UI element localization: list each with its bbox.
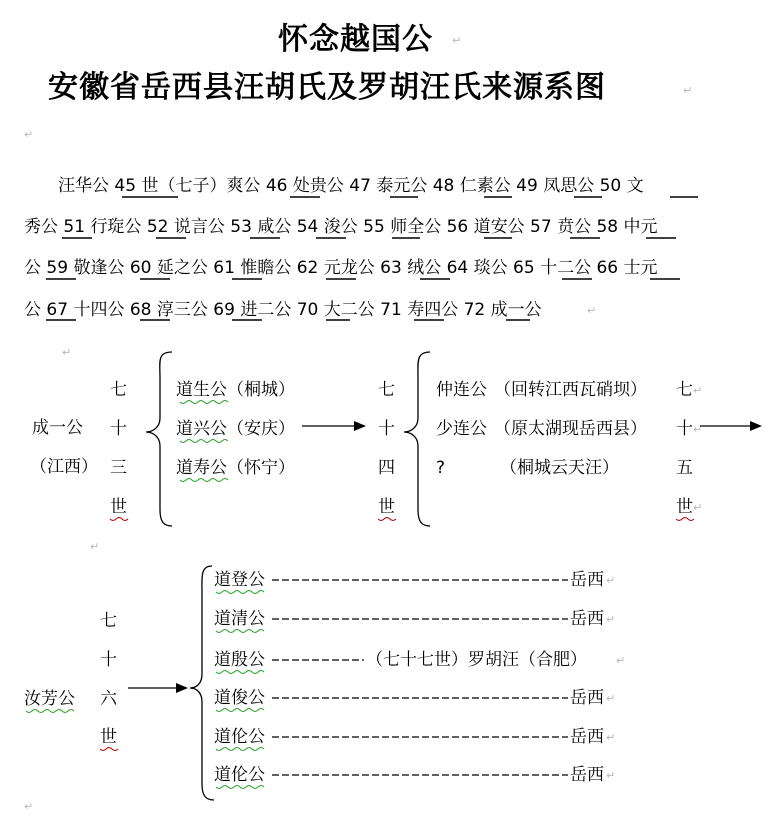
- branch-dao-sheng: 道生公（桐城）: [176, 380, 295, 400]
- brace-gen73: [146, 352, 172, 526]
- branch-dao-jun: 道俊公: [214, 688, 265, 708]
- brace-gen74: [404, 352, 430, 526]
- lineage-line-1: 汪华公 45 世（七子）爽公 46 处贵公 47 泰元公 48 仁素公 49 凤思公 50 文: [58, 176, 644, 196]
- paragraph-mark: ↵: [616, 654, 626, 667]
- paragraph-mark: ↵: [683, 84, 693, 97]
- branch-zhong-lian-note: （回转江西瓦硝坝）: [494, 380, 647, 400]
- gen76-char: 七: [100, 611, 117, 631]
- branch-shao-lian-note: （原太湖现岳西县）: [494, 419, 647, 439]
- paragraph-mark: ↵: [587, 304, 597, 317]
- gen73-char: 十: [110, 419, 127, 439]
- gen75-char: 世: [676, 497, 693, 517]
- paragraph-mark: ↵: [693, 501, 703, 514]
- gen73-char: 世: [110, 497, 127, 517]
- gen76-char: 十: [100, 650, 117, 670]
- paragraph-mark: ↵: [24, 128, 34, 141]
- page-subtitle: 安徽省岳西县汪胡氏及罗胡汪氏来源系图: [48, 70, 606, 105]
- paragraph-mark: ↵: [606, 574, 616, 587]
- branch-dao-shou: 道寿公（怀宁）: [176, 458, 295, 478]
- gen75-char: 七: [676, 380, 693, 400]
- gen76-char: 世: [100, 727, 117, 747]
- paragraph-mark: ↵: [90, 540, 100, 553]
- paragraph-mark: ↵: [452, 34, 462, 47]
- number-underlines: [46, 197, 698, 320]
- branch-unknown: ?: [436, 458, 446, 478]
- spellcheck-underlines-red: [100, 518, 694, 751]
- gen74-char: 四: [378, 458, 395, 478]
- gen75-char: 十: [676, 419, 693, 439]
- arrow-to-gen74: [354, 421, 366, 431]
- paragraph-mark: ↵: [606, 613, 616, 626]
- branch-dao-lun-2: 道伦公: [214, 765, 265, 785]
- lineage-line-2: 秀公 51 行琁公 52 说言公 53 咸公 54 浚公 55 师全公 56 道安公 57 贲公 58 中元: [24, 217, 658, 237]
- root-ru-fang-gong: 汝芳公: [24, 689, 75, 709]
- page-title: 怀念越国公: [278, 22, 433, 57]
- root-cheng-yi-gong: 成一公: [32, 418, 83, 438]
- branch-shao-lian: 少连公: [436, 419, 487, 439]
- branch-dao-yin-dest: （七十七世）罗胡汪（合肥）: [366, 650, 587, 670]
- branch-unknown-note: （桐城云天汪）: [500, 458, 619, 478]
- gen75-char: 五: [676, 458, 693, 478]
- arrow-to-gen76: [176, 683, 188, 693]
- paragraph-mark: ↵: [606, 769, 616, 782]
- branch-dao-lun-1: 道伦公: [214, 727, 265, 747]
- arrow-to-gen75: [750, 421, 762, 431]
- paragraph-mark: ↵: [24, 800, 34, 813]
- gen76-char: 六: [100, 689, 117, 709]
- lineage-line-3: 公 59 敬逢公 60 延之公 61 惟瞻公 62 元龙公 63 绒公 64 琰公 65 十二公 66 士元: [24, 258, 658, 278]
- brace-gen76: [190, 566, 214, 800]
- gen73-char: 三: [110, 458, 127, 478]
- root-place-jiangxi: （江西）: [30, 457, 98, 477]
- paragraph-mark: ↵: [693, 423, 703, 436]
- paragraph-mark: ↵: [606, 692, 616, 705]
- gen73-char: 七: [110, 380, 127, 400]
- branch-dao-deng: 道登公: [214, 570, 265, 590]
- branch-dao-yin: 道殷公: [214, 650, 265, 670]
- gen74-char: 七: [378, 380, 395, 400]
- dashed-leaders: [272, 580, 568, 775]
- paragraph-mark: ↵: [62, 346, 72, 359]
- gen74-char: 十: [378, 419, 395, 439]
- branch-dao-lun-2-dest: 岳西: [570, 765, 604, 785]
- lineage-line-4: 公 67 十四公 68 淳三公 69 进二公 70 大二公 71 寿四公 72 成一公: [24, 300, 542, 320]
- spellcheck-underlines: [26, 401, 264, 789]
- branch-zhong-lian: 仲连公: [436, 380, 487, 400]
- paragraph-mark: ↵: [606, 731, 616, 744]
- branch-dao-qing-dest: 岳西: [570, 609, 604, 629]
- paragraph-mark: ↵: [693, 384, 703, 397]
- branch-dao-qing: 道清公: [214, 609, 265, 629]
- branch-dao-lun-1-dest: 岳西: [570, 727, 604, 747]
- branch-dao-jun-dest: 岳西: [570, 688, 604, 708]
- gen74-char: 世: [378, 497, 395, 517]
- branch-dao-deng-dest: 岳西: [570, 570, 604, 590]
- branch-dao-xing: 道兴公（安庆）: [176, 419, 295, 439]
